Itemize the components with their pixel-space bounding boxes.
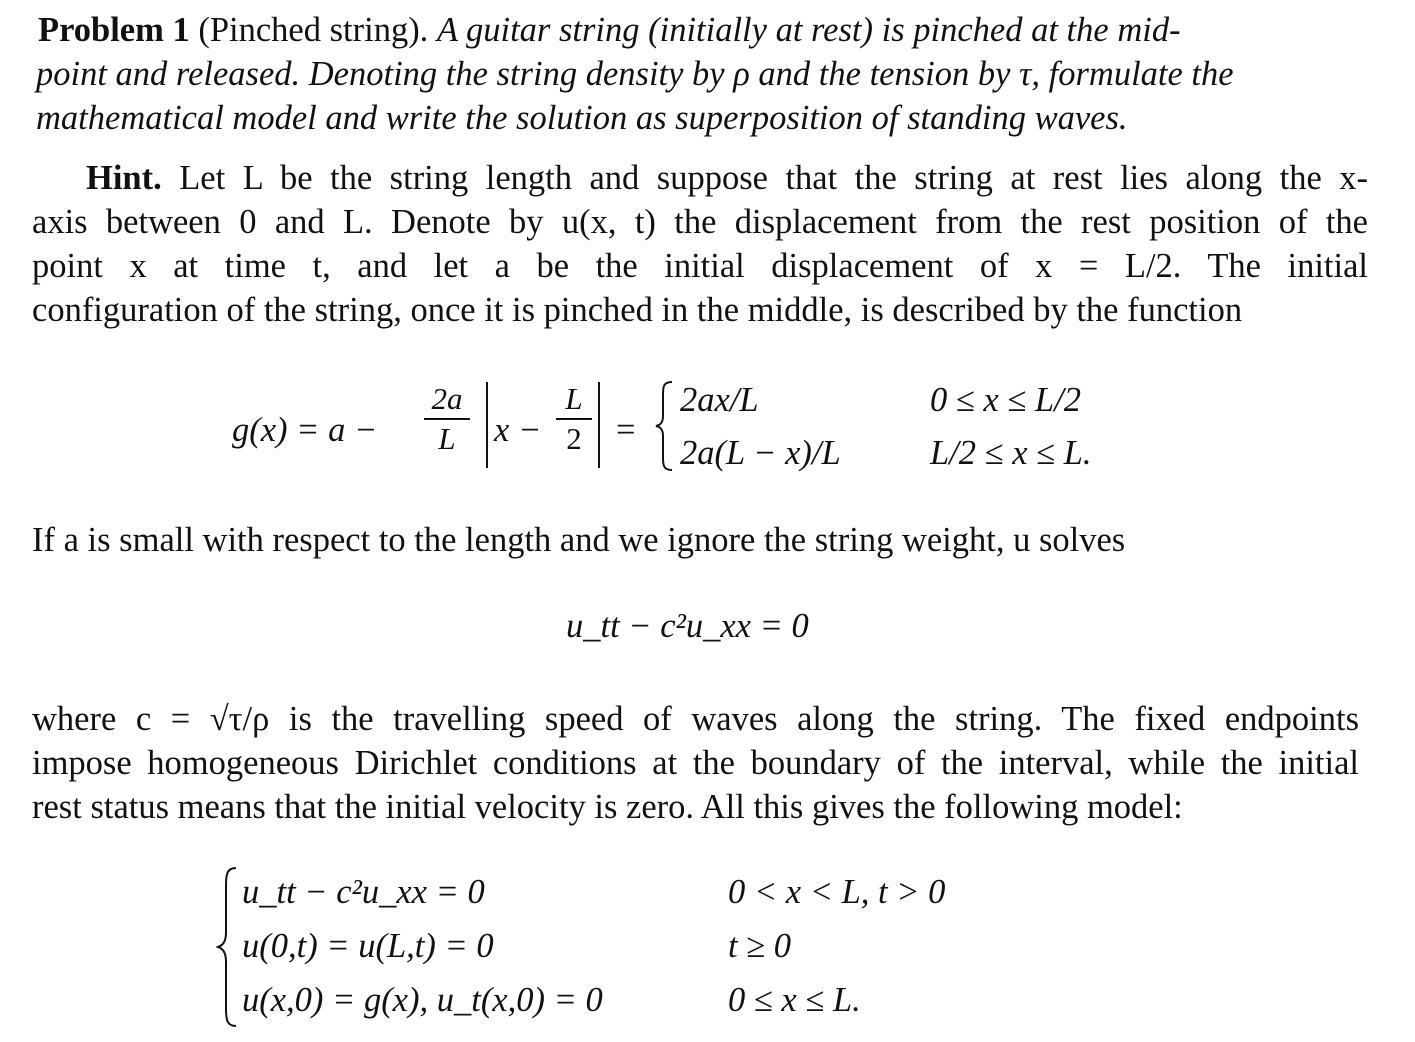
para-3-line-1: where c = √τ/ρ is the travelling speed of waves along the string. The fixed endpoints — [32, 700, 1359, 738]
problem-line-2: point and released. Denoting the string density by ρ and the tension by τ, formulate the — [36, 55, 1234, 93]
left-brace-icon — [216, 866, 240, 1028]
model-row-3-cond: 0 ≤ x ≤ L. — [728, 981, 861, 1019]
problem-line-3: mathematical model and write the solution as superposition of standing waves. — [36, 99, 1128, 137]
hint-line-1 — [86, 156, 1368, 200]
problem-line-1 — [38, 8, 1181, 52]
para-3-line-3: rest status means that the initial velocity is zero. All this gives the following model: — [32, 788, 1183, 826]
eq-g-equals: = — [616, 411, 636, 449]
left-brace-icon — [654, 380, 676, 472]
hint-line-2: axis between 0 and L. Denote by u(x, t) the displacement from the rest position of the — [32, 203, 1368, 241]
eq-wave — [566, 606, 809, 646]
hint-label: Hint. — [86, 159, 162, 197]
para-3-line-2: impose homogeneous Dirichlet conditions at the boundary of the interval, while the initial — [32, 744, 1359, 782]
abs-bar-right — [598, 382, 600, 468]
eq-g-frac-2a-over-L — [424, 380, 470, 458]
eq-g-case1-cond: 0 ≤ x ≤ L/2 — [930, 381, 1081, 419]
eq-g-inner: x − — [494, 411, 542, 449]
problem-statement-1: A guitar string (initially at rest) is pinched at the mid- — [436, 11, 1181, 49]
eq-g-frac2-num: L — [565, 381, 583, 416]
eq-g-case2-expr: 2a(L − x)/L — [680, 434, 841, 472]
hint-line-4: configuration of the string, once it is pinched in the middle, is described by the function — [32, 291, 1243, 329]
eq-g-frac1-num: 2a — [431, 381, 463, 416]
eq-g-frac-L-over-2 — [556, 380, 592, 458]
model-row-3-eq: u(x,0) = g(x), u_t(x,0) = 0 — [242, 981, 603, 1019]
problem-heading: Problem 1 — [38, 11, 190, 49]
hint-line-3: point x at time t, and let a be the initial displacement of x = L/2. The initial — [32, 247, 1368, 285]
eq-g-case1-expr: 2ax/L — [680, 381, 759, 419]
eq-g-lhs: g(x) = a − — [232, 411, 378, 449]
model-row-2-eq: u(0,t) = u(L,t) = 0 — [242, 927, 494, 965]
model-row-1-eq: u_tt − c²u_xx = 0 — [242, 873, 485, 911]
eq-g-frac2-den: 2 — [566, 420, 582, 456]
eq-g-frac1-den: L — [438, 420, 456, 456]
model-row-1-cond: 0 < x < L, t > 0 — [728, 873, 946, 911]
abs-bar-left — [486, 382, 488, 468]
problem-subtitle: (Pinched string). — [198, 11, 429, 49]
hint-text-1: Let L be the string length and suppose that the string at rest lies along the x- — [179, 159, 1368, 197]
eq-g-case2-cond: L/2 ≤ x ≤ L. — [930, 434, 1092, 472]
model-row-2-cond: t ≥ 0 — [728, 927, 792, 965]
eq-wave-text: u_tt − c²u_xx = 0 — [566, 607, 809, 645]
para-2: If a is small with respect to the length and we ignore the string weight, u solves — [32, 521, 1126, 559]
